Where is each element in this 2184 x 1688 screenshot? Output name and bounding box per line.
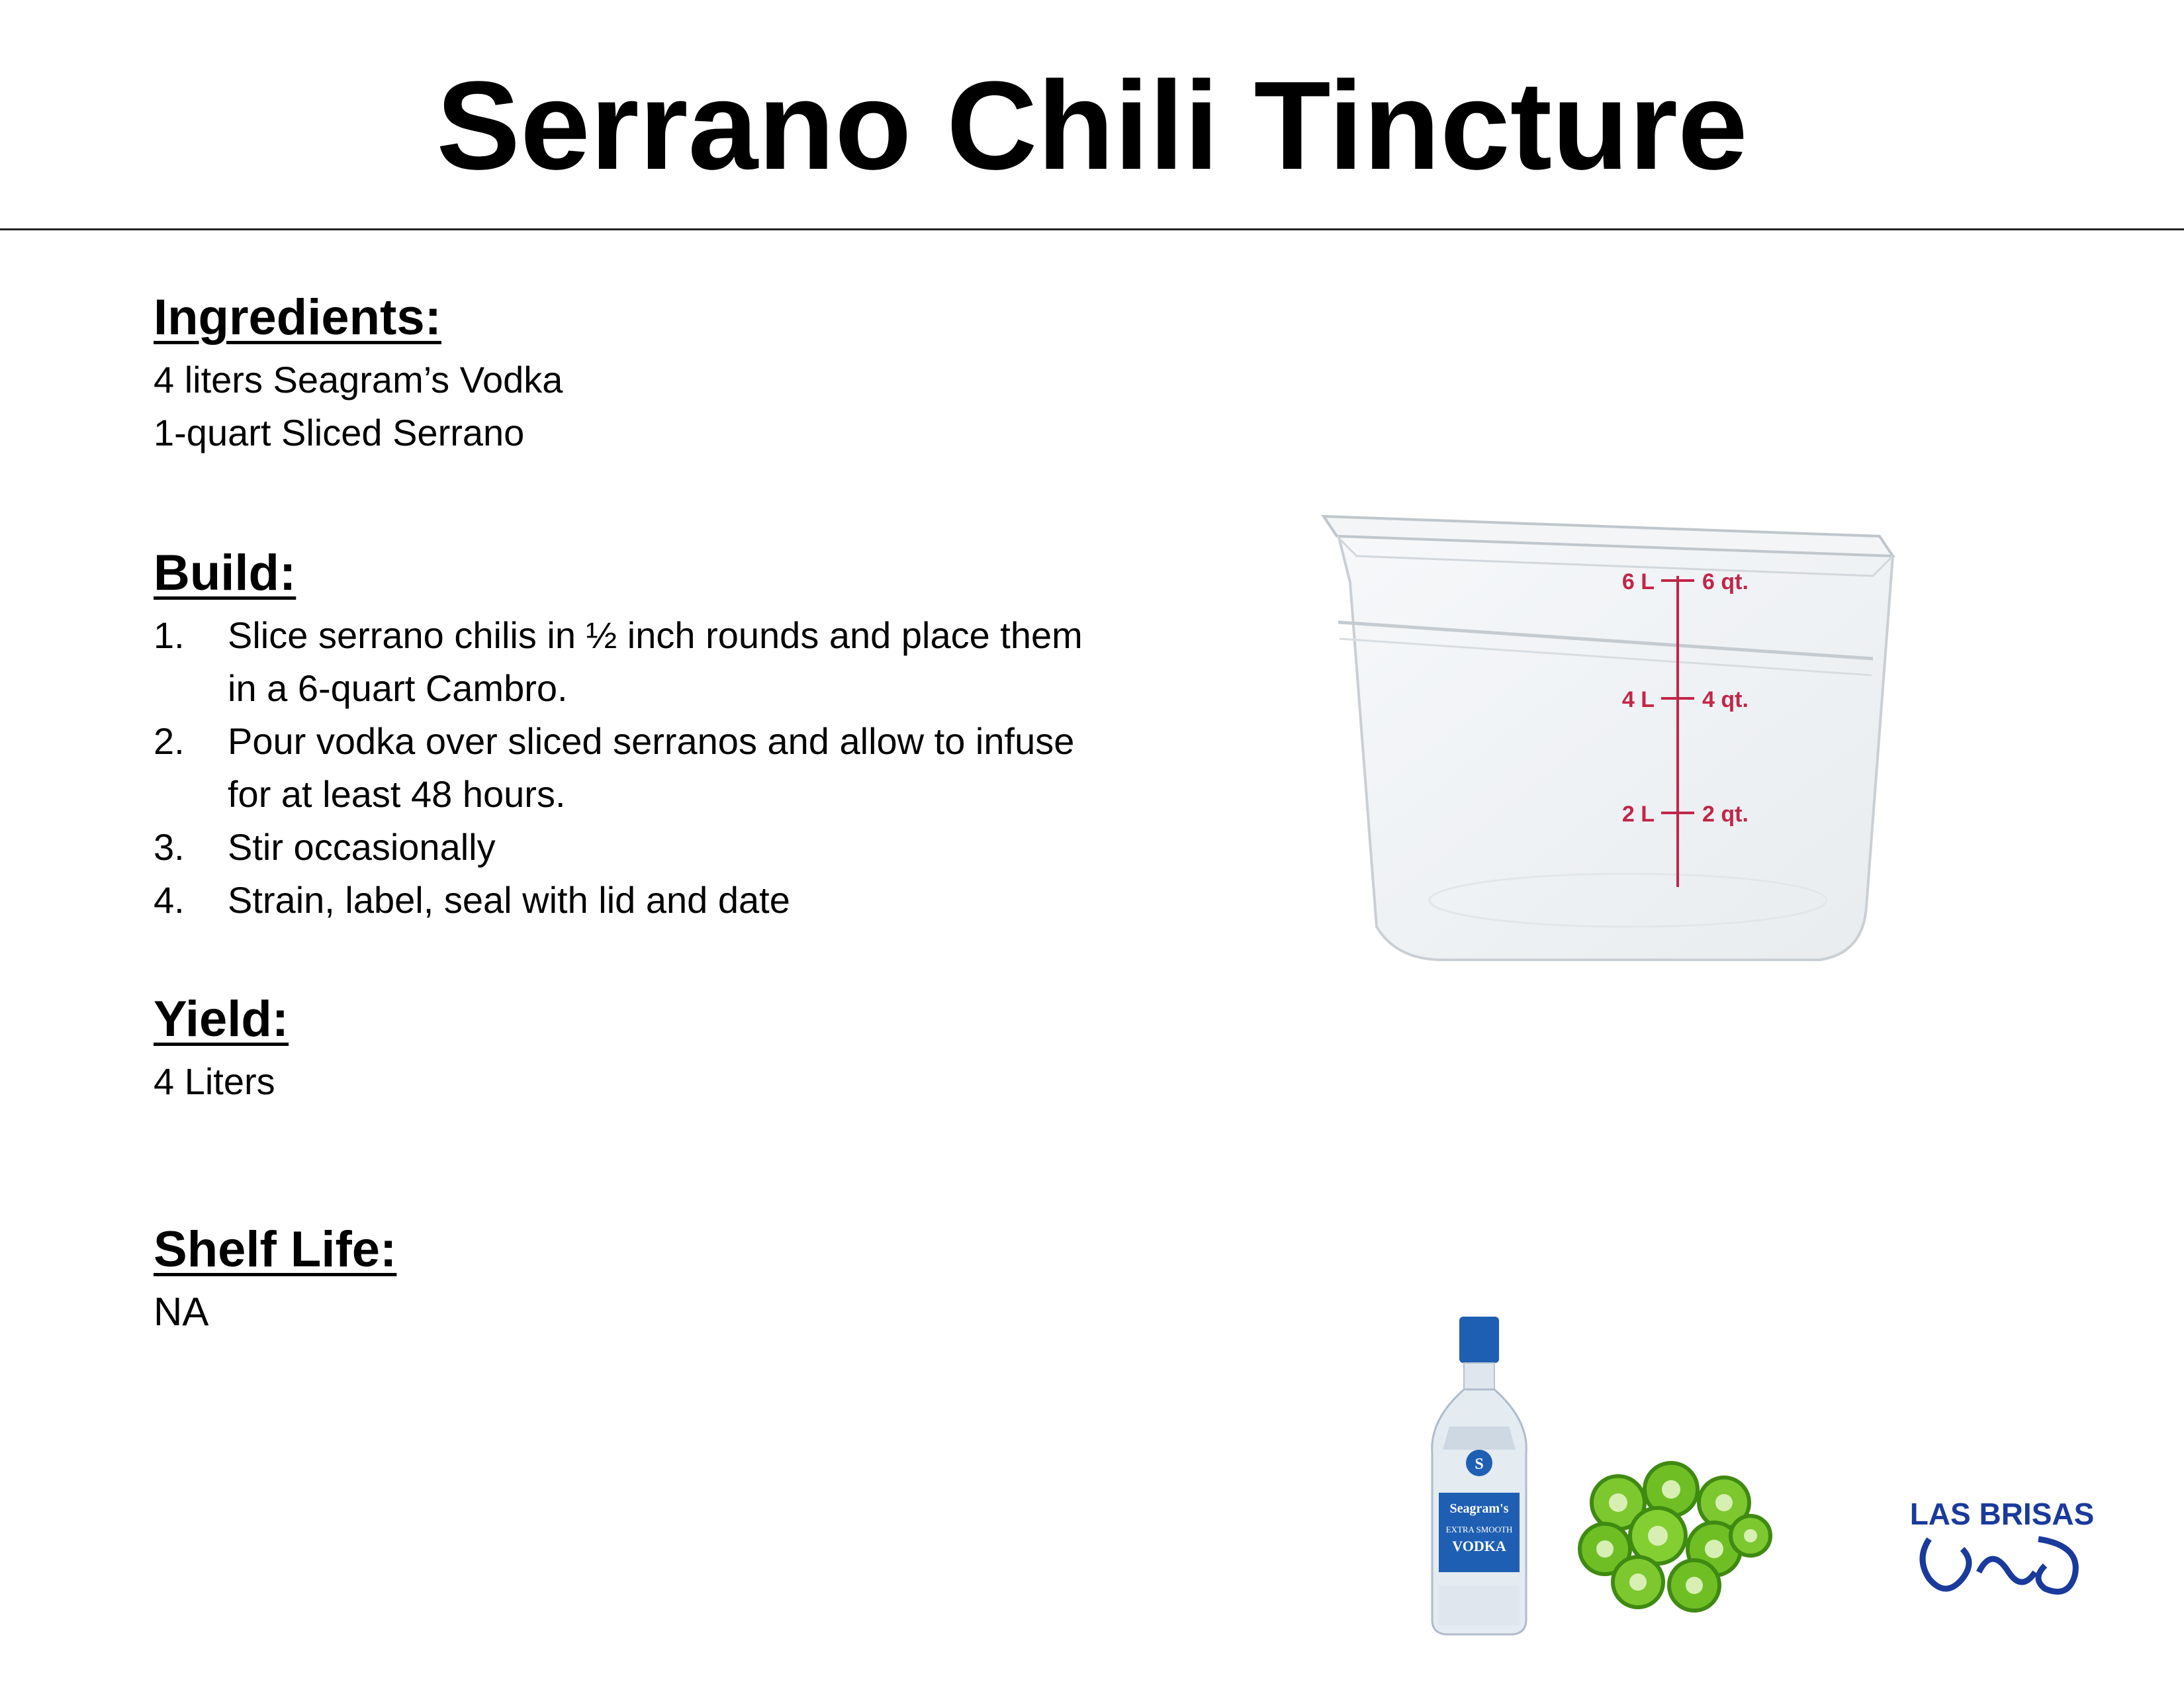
step-text: Slice serrano chilis in ½ inch rounds and place them in a 6-quart Cambro. bbox=[228, 614, 1083, 709]
marking-6qt: 6 qt. bbox=[1702, 569, 1749, 594]
marking-2l: 2 L bbox=[1621, 802, 1655, 827]
marking-4qt: 4 qt. bbox=[1702, 687, 1749, 712]
yield-heading: Yield: bbox=[154, 991, 289, 1047]
build-step bbox=[154, 609, 1120, 715]
cambro-container-image bbox=[1310, 503, 1906, 980]
step-number: 2. bbox=[154, 720, 185, 762]
bottle-line1: EXTRA SMOOTH bbox=[1445, 1524, 1513, 1534]
vodka-bottle-image bbox=[1423, 1314, 1535, 1638]
build-section bbox=[154, 547, 1120, 927]
bottle-brand: Seagram's bbox=[1449, 1501, 1509, 1516]
yield-section bbox=[154, 993, 289, 1108]
title-divider bbox=[0, 228, 2184, 230]
shelf-life-value: NA bbox=[154, 1289, 209, 1334]
yield-value: 4 Liters bbox=[154, 1060, 275, 1102]
ingredients-section bbox=[154, 291, 563, 459]
shelf-life-heading: Shelf Life: bbox=[154, 1221, 397, 1278]
build-step bbox=[154, 874, 1120, 927]
marking-4l: 4 L bbox=[1621, 687, 1655, 712]
step-text: Strain, label, seal with lid and date bbox=[228, 878, 790, 921]
page-title: Serrano Chili Tincture bbox=[436, 56, 1748, 196]
svg-text:S: S bbox=[1475, 1456, 1484, 1473]
logo-text: LAS BRISAS bbox=[1909, 1497, 2095, 1531]
shelf-life-section bbox=[154, 1223, 396, 1338]
step-number: 4. bbox=[154, 878, 185, 921]
sliced-serrano-image bbox=[1572, 1456, 1777, 1615]
ingredients-heading: Ingredients: bbox=[154, 289, 441, 346]
las-brisas-logo bbox=[1909, 1493, 2095, 1605]
step-number: 3. bbox=[154, 825, 185, 868]
build-steps-list bbox=[154, 609, 1120, 927]
ingredient-item: 4 liters Seagram’s Vodka bbox=[154, 358, 563, 400]
ingredient-item: 1-quart Sliced Serrano bbox=[154, 411, 525, 453]
build-step bbox=[154, 715, 1120, 821]
build-step bbox=[154, 821, 1120, 874]
marking-6l: 6 L bbox=[1621, 569, 1655, 594]
step-text: Stir occasionally bbox=[228, 825, 496, 868]
marking-2qt: 2 qt. bbox=[1702, 802, 1749, 827]
bottle-line2: VODKA bbox=[1452, 1538, 1506, 1554]
step-number: 1. bbox=[154, 614, 185, 656]
step-text: Pour vodka over sliced serranos and allow to infuse for at least 48 hours. bbox=[228, 720, 1075, 815]
build-heading: Build: bbox=[154, 545, 296, 601]
